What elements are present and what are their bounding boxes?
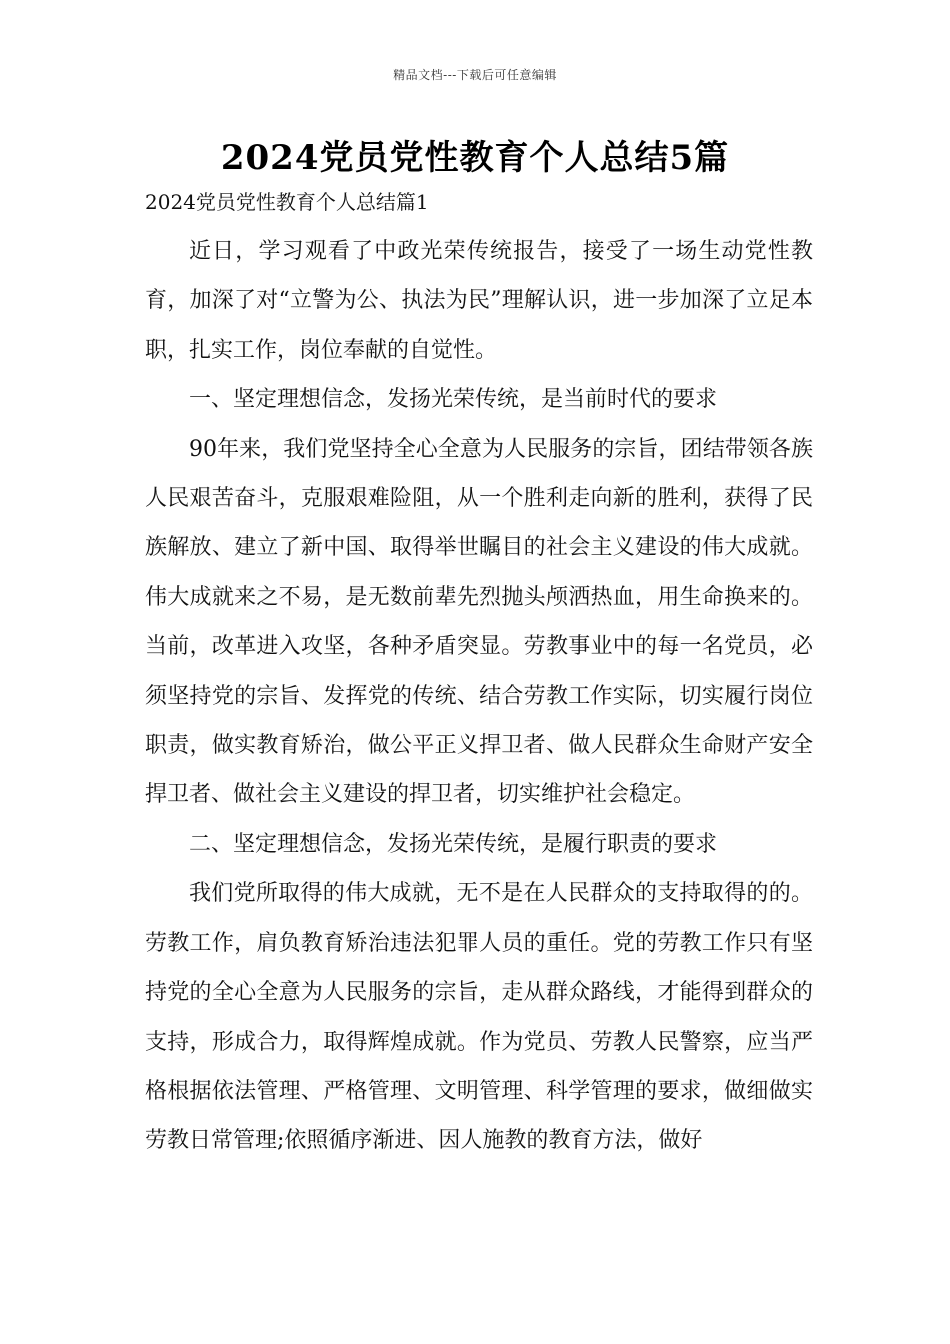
section-subtitle: 2024党员党性教育个人总结篇1 [145,190,429,214]
document-title: 2024党员党性教育个人总结5篇 [220,138,730,178]
section-heading-2: 二、坚定理想信念，发扬光荣传统，是履行职责的要求 [189,831,718,857]
section-heading-1: 一、坚定理想信念，发扬光荣传统，是当前时代的要求 [189,387,718,413]
paragraph-section-1: 90年来，我们党坚持全心全意为人民服务的宗旨，团结带领各族人民艰苦奋斗，克服艰难险阻，从一个胜利走向新的胜利，获得了民族解放、建立了新中国、取得举世瞩目的社会主义建设的伟大成就。伟大成就来之不易，是无数前辈先烈抛头颅洒热血，用生命换来的。当前，改革进入攻坚，各种矛盾突显。劳教事业中的每一名党员，必须坚持党的宗旨、发挥党的传统、结合劳教工作实际，切实履行岗位职责，做实教育矫治，做公平正义捍卫者、做人民群众生命财产安全捍卫者、做社会主义建设的捍卫者，切实维护社会稳定。 [145,436,813,808]
paragraph-section-2: 我们党所取得的伟大成就，无不是在人民群众的支持取得的的。劳教工作，肩负教育矫治违法犯罪人员的重任。党的劳教工作只有坚持党的全心全意为人民服务的宗旨，走从群众路线，才能得到群众的支持，形成合力，取得辉煌成就。作为党员、劳教人民警察，应当严格根据依法管理、严格管理、文明管理、科学管理的要求，做细做实劳教日常管理;依照循序渐进、因人施教的教育方法，做好 [145,881,813,1154]
paragraph-intro: 近日，学习观看了中政光荣传统报告，接受了一场生动党性教育，加深了对“立警为公、执法为民”理解认识，进一步加深了立足本职，扎实工作，岗位奉献的自觉性。 [145,239,813,363]
document-body [145,227,813,1166]
header-note: 精品文档---下载后可任意编辑 [393,68,557,82]
